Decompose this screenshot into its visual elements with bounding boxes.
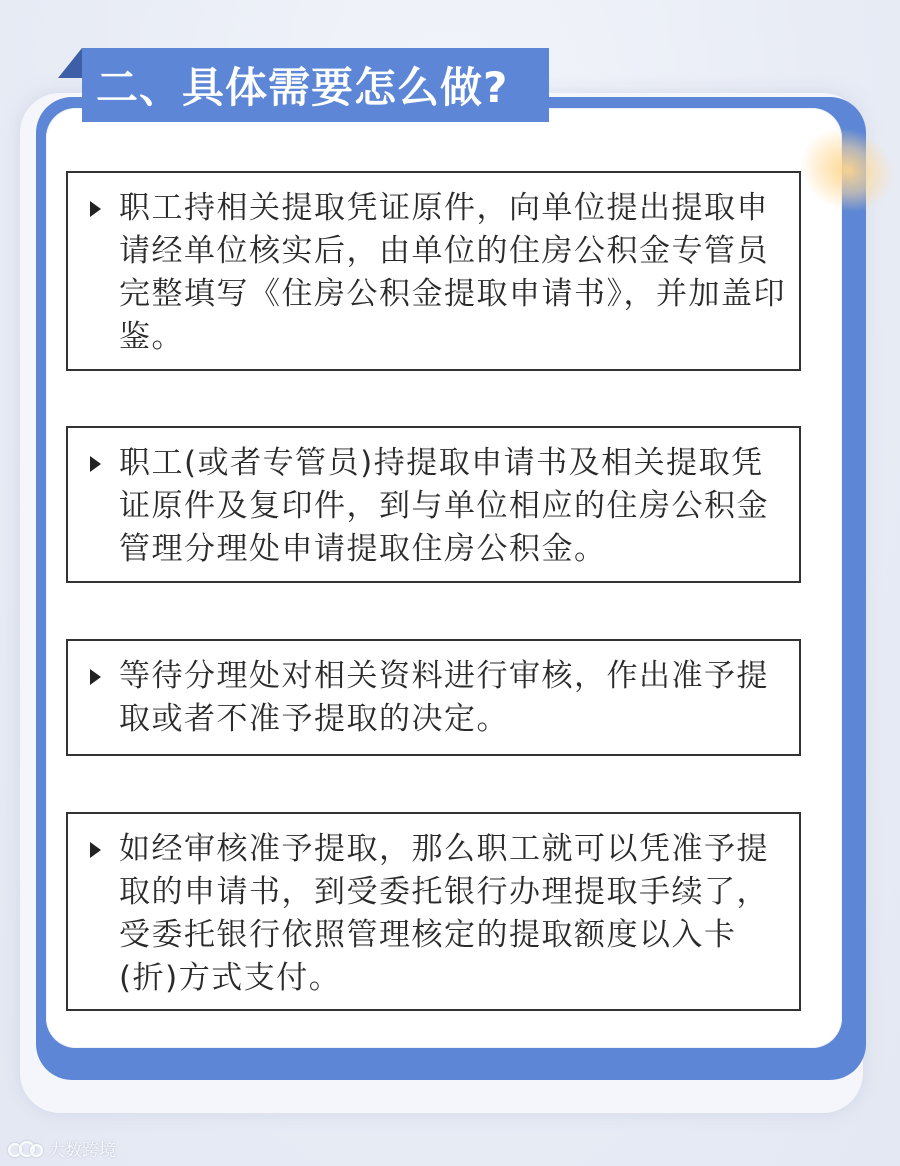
title-tab-fold [58, 48, 82, 78]
bullet-arrow-icon [90, 669, 101, 685]
step-box-2 [66, 426, 801, 583]
step-text-3: 等待分理处对相关资料进行审核，作出准予提取或者不准予提取的决定。 [119, 658, 769, 737]
watermark [8, 1136, 116, 1161]
watermark-logo-icon [8, 1139, 42, 1159]
section-title-tab [82, 48, 549, 122]
watermark-text: 大数跨境 [48, 1141, 116, 1161]
bullet-arrow-icon [90, 842, 101, 858]
step-text-2: 职工(或者专管员)持提取申请书及相关提取凭证原件及复印件，到与单位相应的住房公积金管理分理处申请提取住房公积金。 [119, 445, 769, 567]
bullet-arrow-icon [90, 201, 101, 217]
step-text-4: 如经审核准予提取，那么职工就可以凭准予提取的申请书，到受委托银行办理提取手续了，受委托银行依照管理核定的提取额度以入卡(折)方式支付。 [119, 831, 769, 996]
step-text-1: 职工持相关提取凭证原件，向单位提出提取申请经单位核实后，由单位的住房公积金专管员完整填写《住房公积金提取申请书》，并加盖印鉴。 [119, 190, 786, 355]
bullet-arrow-icon [90, 456, 101, 472]
section-title: 二、具体需要怎么做? [96, 63, 509, 112]
step-box-1 [66, 171, 801, 371]
step-box-4 [66, 812, 801, 1011]
step-box-3 [66, 639, 801, 756]
